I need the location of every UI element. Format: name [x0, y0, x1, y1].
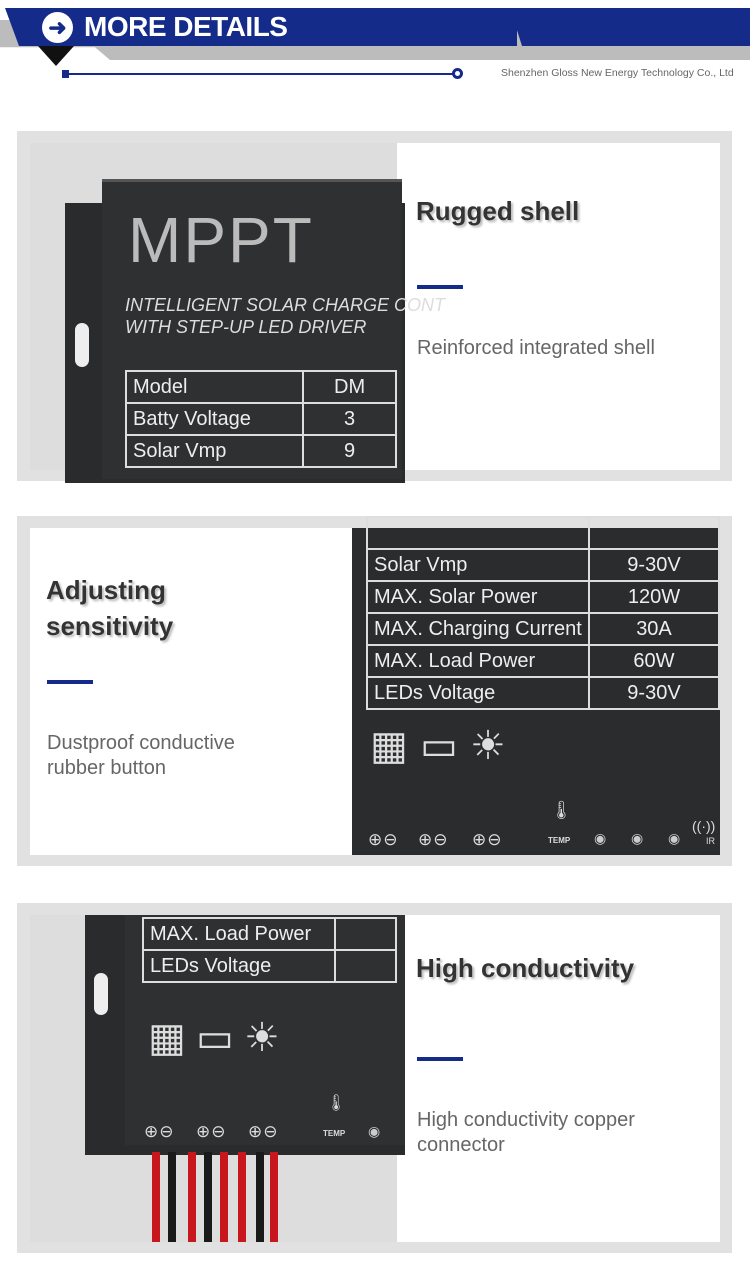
- feature-description: connector: [417, 1134, 505, 1156]
- battery-terminals: ⊕⊖: [196, 1122, 227, 1141]
- product-photo: [30, 915, 397, 1242]
- spec-label: MAX. Charging Current: [367, 613, 589, 645]
- red-wire: [238, 1152, 246, 1242]
- red-wire: [188, 1152, 196, 1242]
- spec-label: LEDs Voltage: [143, 950, 335, 982]
- temp-label: TEMP: [323, 1129, 346, 1138]
- light-bulb-icon: ☀: [470, 724, 506, 768]
- divider-square: [62, 70, 69, 78]
- spec-label: Solar Vmp: [367, 549, 589, 581]
- spec-label: MAX. Load Power: [143, 918, 335, 950]
- feature-title: High conductivity: [416, 953, 635, 983]
- accent-bar: [417, 285, 463, 289]
- spec-value: DM: [303, 371, 396, 403]
- spec-table: [125, 370, 397, 468]
- spec-label: Batty Voltage: [126, 403, 303, 435]
- feature-description: Dustproof conductive: [47, 732, 235, 754]
- battery-icon: ▭: [420, 724, 458, 768]
- red-wire: [152, 1152, 160, 1242]
- black-wire: [256, 1152, 264, 1242]
- product-photo: [352, 528, 720, 855]
- light-bulb-icon: ☀: [244, 1016, 280, 1060]
- black-wire: [204, 1152, 212, 1242]
- accent-bar: [47, 680, 93, 684]
- spec-value: 9-30V: [589, 677, 719, 709]
- spec-value: 120W: [589, 581, 719, 613]
- spec-value: 9: [303, 435, 396, 467]
- spec-value: 30A: [589, 613, 719, 645]
- section-title: MORE DETAILS: [84, 11, 288, 42]
- header-blue-band-right: [510, 8, 750, 46]
- solar-indicator-led: ◉: [368, 1123, 381, 1139]
- load-terminals: ⊕⊖: [248, 1122, 279, 1141]
- spec-label: Model: [126, 371, 303, 403]
- load-terminals: ⊕⊖: [472, 830, 503, 849]
- spec-value: 3: [303, 403, 396, 435]
- solar-terminals: ⊕⊖: [144, 1122, 175, 1141]
- spec-value: 60W: [589, 645, 719, 677]
- spec-value: 9-30V: [589, 549, 719, 581]
- thermometer-icon: 🌡: [326, 1095, 347, 1112]
- ir-label: IR: [706, 836, 715, 846]
- header-triangle: [38, 46, 74, 66]
- red-wire: [270, 1152, 278, 1242]
- solar-terminals: ⊕⊖: [368, 830, 399, 849]
- photo-subtitle: INTELLIGENT SOLAR CHARGE CONT: [125, 295, 446, 315]
- company-name: Shenzhen Gloss New Energy Technology Co., Ltd: [501, 67, 734, 79]
- feature-description: High conductivity copper: [417, 1109, 635, 1131]
- temp-label: TEMP: [548, 836, 571, 845]
- divider-line: [66, 73, 456, 75]
- feature-panel-rugged-shell: [17, 131, 732, 481]
- feature-title-line: sensitivity: [46, 611, 174, 641]
- spec-label: Solar Vmp: [126, 435, 303, 467]
- arrow-right-circle-icon: ➜: [42, 12, 73, 43]
- feature-title: Rugged shell: [416, 196, 580, 226]
- solar-panel-icon: ▦: [370, 724, 408, 768]
- solar-panel-icon: ▦: [148, 1016, 186, 1060]
- feature-description: rubber button: [47, 757, 166, 779]
- spec-label: MAX. Load Power: [367, 645, 589, 677]
- load-indicator-led: ◉: [668, 830, 681, 846]
- red-wire: [220, 1152, 228, 1242]
- divider-circle: [452, 68, 463, 79]
- spec-table: [142, 917, 397, 983]
- product-photo: [30, 143, 446, 470]
- feature-description: Reinforced integrated shell: [417, 337, 655, 359]
- accent-bar: [417, 1057, 463, 1061]
- photo-subtitle: WITH STEP-UP LED DRIVER: [125, 317, 367, 337]
- feature-panel-high-conductivity: [17, 903, 732, 1253]
- brand-label: MPPT: [128, 204, 314, 276]
- battery-icon: ▭: [196, 1016, 234, 1060]
- battery-indicator-led: ◉: [631, 830, 644, 846]
- spec-label: MAX. Solar Power: [367, 581, 589, 613]
- feature-panel-adjusting-sensitivity: [17, 516, 732, 866]
- spec-label: LEDs Voltage: [367, 677, 589, 709]
- thermometer-icon: 🌡: [550, 800, 573, 820]
- ir-signal-icon: ((·)): [692, 818, 716, 834]
- black-wire: [168, 1152, 176, 1242]
- feature-title-line: Adjusting: [46, 575, 166, 605]
- spec-table: [366, 516, 720, 710]
- solar-indicator-led: ◉: [594, 830, 607, 846]
- battery-terminals: ⊕⊖: [418, 830, 449, 849]
